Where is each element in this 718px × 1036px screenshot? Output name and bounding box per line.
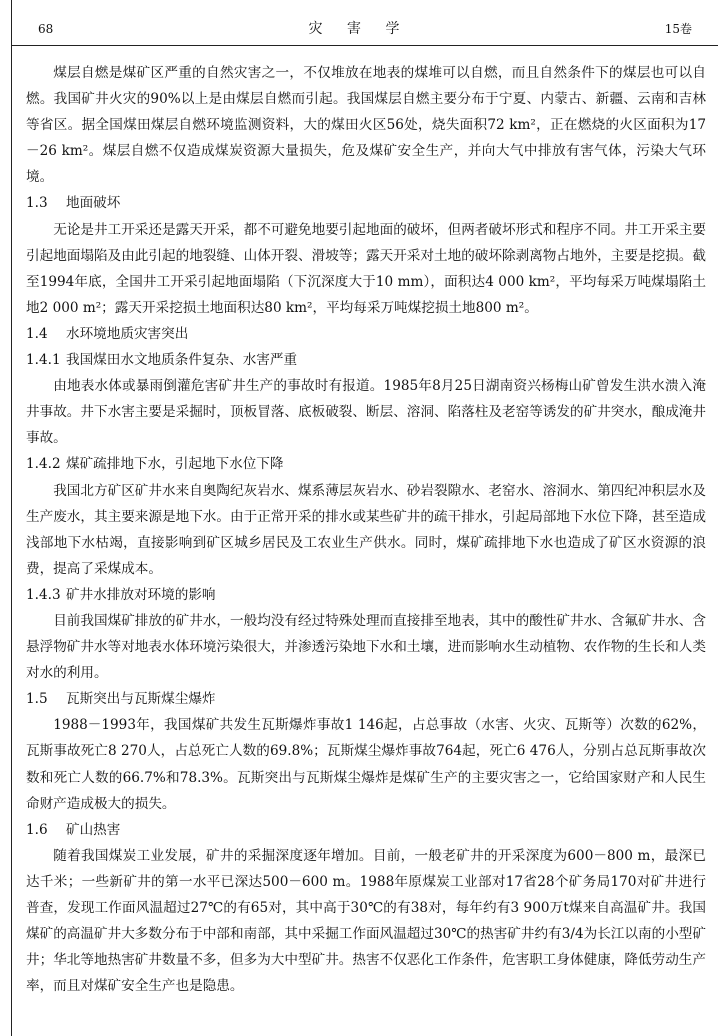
section-number: 1.6 (26, 821, 48, 838)
section-heading (26, 817, 706, 843)
paragraph: 煤层自燃是煤矿区严重的自然灾害之一，不仅堆放在地表的煤堆可以自燃，而且自然条件下的煤层也可以自燃。我国矿井火灾的90%以上是由煤层自燃而引起。我国煤层自燃主要分布于宁夏、内蒙古、新疆、云南和吉林等省区。据全国煤田煤层自燃环境监测资料，大的煤田火区56处，烧失面积72 km²，正在燃烧的火区面积为17－26 km²。煤层自燃不仅造成煤炭资源大量损失，危及煤矿安全生产，并向大气中排放有害气体，污染大气环境。 (26, 65, 706, 186)
section-number: 1.5 (26, 691, 48, 708)
paragraph: 随着我国煤炭工业发展，矿井的采掘深度逐年增加。目前，一般老矿井的开采深度为600－800 m，最深已达千米；一些新矿井的第一水平已深达500－600 m。1988年原煤炭工业部对17省28个矿务局170对矿井进行普查，发现工作面风温超过27℃的有65对，其中高于30℃的有38对，每年约有3 900万t煤来自高温矿井。我国煤矿的高温矿井大多数分布于中部和南部，其中采掘工作面风温超过30℃的热害矿井约有3/4为长江以南的小型矿井；华北等地热害矿井数量不多，但多为大中型矿井。热害不仅恶化工作条件，危害职工身体健康，降低劳动生产率，而且对煤矿安全生产也是隐患。 (26, 847, 706, 995)
journal-title: 灾 害 学 (308, 21, 410, 37)
section-number: 1.4.3 (26, 586, 61, 603)
section-title: 我国煤田水文地质条件复杂、水害严重 (66, 352, 298, 369)
section-number: 1.4.2 (26, 456, 61, 473)
section-title: 矿井水排放对环境的影响 (66, 586, 216, 603)
section-heading (26, 347, 706, 373)
section-title: 煤矿疏排地下水，引起地下水位下降 (66, 456, 284, 473)
volume-label: 15卷 (664, 22, 692, 36)
paragraph: 1988－1993年，我国煤矿共发生瓦斯爆炸事故1 146起，占总事故（水害、火灾、瓦斯等）次数的62%，瓦斯事故死亡8 270人，占总死亡人数的69.8%；瓦斯煤尘爆炸事故764起，死亡6 476人，分别占总瓦斯事故次数和死亡人数的66.7%和78.3%。瓦斯突出与瓦斯煤尘爆炸是煤矿生产的主要灾害之一，它给国家财产和人民生命财产造成极大的损失。 (26, 717, 706, 812)
section-heading (26, 451, 706, 477)
section-heading (26, 190, 706, 216)
section-title: 水环境地质灾害突出 (66, 325, 189, 342)
article-body (26, 60, 706, 999)
section-number: 1.4.1 (26, 352, 61, 369)
section-title: 地面破坏 (66, 195, 121, 212)
paragraph: 由地表水体或暴雨倒灌危害矿井生产的事故时有报道。1985年8月25日湖南资兴杨梅山矿曾发生洪水溃入淹井事故。井下水害主要是采掘时，顶板冒落、底板破裂、断层、溶洞、陷落柱及老窑等诱发的矿井突水，酿成淹井事故。 (26, 378, 706, 447)
section-number: 1.4 (26, 325, 48, 342)
section-heading (26, 686, 706, 712)
page-frame-left-rule (11, 0, 12, 1036)
section-heading (26, 321, 706, 347)
section-title: 矿山热害 (66, 821, 121, 838)
paragraph: 我国北方矿区矿井水来自奥陶纪灰岩水、煤系薄层灰岩水、砂岩裂隙水、老窑水、溶洞水、第四纪冲积层水及生产废水，其主要来源是地下水。由于正常开采的排水或某些矿井的疏干排水，引起局部地下水位下降，甚至造成浅部地下水枯竭，直接影响到矿区城乡居民及工农业生产供水。同时，煤矿疏排地下水也造成了矿区水资源的浪费，提高了采煤成本。 (26, 482, 706, 577)
section-number: 1.3 (26, 195, 48, 212)
header-rule (11, 45, 718, 46)
section-heading (26, 582, 706, 608)
section-title: 瓦斯突出与瓦斯煤尘爆炸 (66, 691, 216, 708)
paragraph: 目前我国煤矿排放的矿井水，一般均没有经过特殊处理而直接排至地表，其中的酸性矿井水、含氟矿井水、含悬浮物矿井水等对地表水体环境污染很大，并渗透污染地下水和土壤，进而影响水生动植物、农作物的生长和人类对水的利用。 (26, 612, 706, 682)
paragraph: 无论是井工开采还是露天开采，都不可避免地要引起地面的破坏，但两者破坏形式和程序不同。井工开采主要引起地面塌陷及由此引起的地裂缝、山体开裂、滑坡等；露天开采对土地的破坏除剥离物占地外，主要是挖损。截至1994年底，全国井工开采引起地面塌陷（下沉深度大于10 mm），面积达4 000 km²，平均每采万吨煤塌陷土地2 000 m²；露天开采挖损土地面积达80 km²，平均每采万吨煤挖损土地800 m²。 (26, 221, 706, 316)
page-number: 68 (38, 22, 54, 36)
